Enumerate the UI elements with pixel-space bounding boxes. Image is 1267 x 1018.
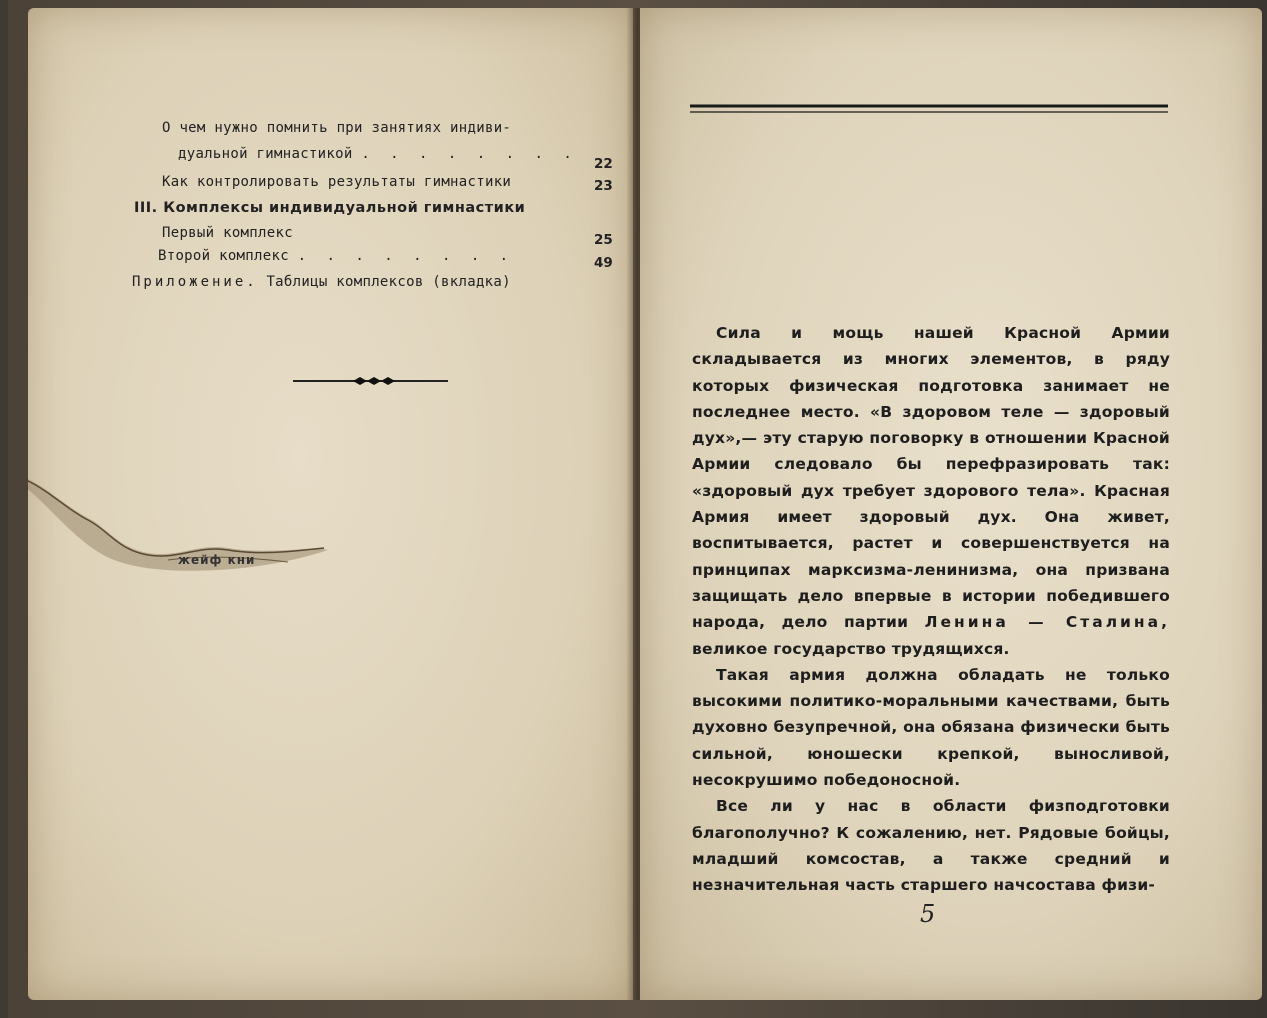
toc-page-4: 49 <box>594 255 613 271</box>
toc-entry-1-line2: дуальной гимнастикой . . . . . . . . <box>178 146 578 162</box>
page-number: 5 <box>920 900 936 928</box>
toc-entry-3: Первый комплекс <box>162 225 293 241</box>
toc-entry-4: Второй комплекс . . . . . . . . <box>158 248 515 264</box>
torn-fragment-text: жейф кни <box>178 553 256 567</box>
toc-page-1: 22 <box>594 156 613 172</box>
left-page <box>28 8 633 1000</box>
toc-page-2: 23 <box>594 178 613 194</box>
right-page <box>640 8 1262 1000</box>
ornament-divider <box>293 374 453 388</box>
toc-entry-1-line1: О чем нужно помнить при занятиях индиви- <box>162 120 512 136</box>
body-text <box>692 320 1170 899</box>
toc-section-heading: III. Комплексы индивидуальной гимнастики <box>134 200 526 216</box>
toc-entry-appendix: Приложение. Таблицы комплексов (вкладка) <box>132 274 511 290</box>
header-rule <box>690 103 1168 115</box>
paragraph-3: Все ли у нас в области физподготовки благополучно? К сожалению, нет. Рядовые бойцы, младший комсостав, а также средний и незначительная часть старшего начсостава физи- <box>692 797 1170 895</box>
torn-page-edge <box>28 478 358 598</box>
paragraph-1: Сила и мощь нашей Красной Армии складывается из многих элементов, в ряду которых физическая подготовка занимает не последнее место. «В здоровом теле — здоровый дух»,— эту старую поговорку в отношении Красной Армии следовало бы перефразировать так: «здоровый дух требует здорового тела». Красная Армия имеет здоровый дух. Она живет, воспитывается, растет и совершенствуется на принципах марксизма-ленинизма, она призвана защищать дело впервые в истории победившего народа, дело партии Ленина — Сталина, великое государство трудящихся. <box>692 324 1170 658</box>
toc-entry-2: Как контролировать результаты гимнастики <box>162 174 512 190</box>
toc-page-3: 25 <box>594 232 613 248</box>
paragraph-2: Такая армия должна обладать не только высокими политико-моральными качествами, быть духовно безупречной, она обязана физически быть сильной, юношески крепкой, выносливой, несокрушимо победоносной. <box>692 665 1170 790</box>
